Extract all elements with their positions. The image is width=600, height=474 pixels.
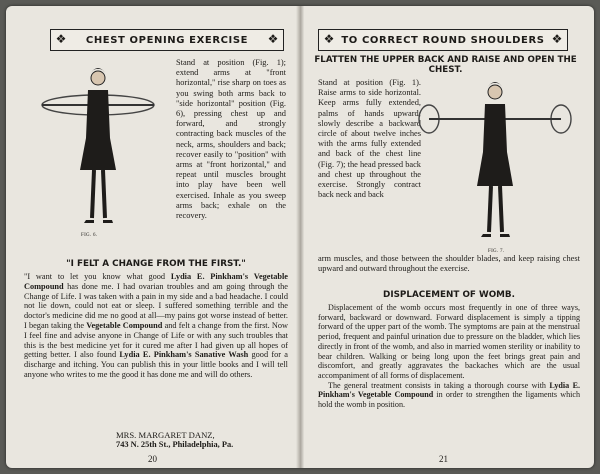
right-exercise-text <box>318 78 421 200</box>
left-page-number: 20 <box>148 454 157 464</box>
booklet-spread <box>6 6 594 468</box>
left-page-title: CHEST OPENING EXERCISE <box>85 34 249 46</box>
right-exercise-continued-paragraph: arm muscles, and those between the shoulder blades, and keep raising chest upward and outward throughout the exercise. <box>318 254 580 273</box>
testimonial-part-b: has done me. I had ovarian troubles and am going through the Change of Life. I was taken with a pain in my side and a bad headache. I could not lie down, could not eat or sleep. I suffered something terrible and the doctor's medicine did me no good at all—my pains got worse instead of better. I began taking the <box>24 281 288 330</box>
testimonial-part-c: and felt a change from the first. Now I feel fine and advise anyone in Change of Life or with any such troubles that this is the best medicine yet for it cured me after I had given up all hopes of getting better. I also found <box>24 320 289 360</box>
section-text <box>318 303 580 410</box>
left-page <box>6 6 298 468</box>
testimonial-heading: "I FELT A CHANGE FROM THE FIRST." <box>66 259 246 269</box>
testimonial-part-a: "I want to let you know what good <box>24 272 171 281</box>
right-exercise-continued <box>318 254 580 274</box>
section-p2-b: in order to strengthen the ligaments which hold the womb in position. <box>318 390 581 410</box>
section-paragraph-1: Displacement of the womb occurs most frequently in one of three ways, forward, backward or downward. Forward displacement is simply a tipping forward of the upper part of the womb. The symptoms are pain at the menstrual period, frequent and painful urination due to pressure on the bladder, which lies directly in front of the womb, and also in married women sterility or inability to bear children. Walking or being long upon the feet brings great pain and discomfort, and greatly aggravates the backaches which are the usual accompaniment of all forms of displacement. <box>318 303 580 380</box>
testimonial-text <box>24 272 288 380</box>
right-page-number: 21 <box>439 454 448 464</box>
testimonial-part-d: good for a discharge and itching. You can publish this in your little books and I will tell anyone who writes to me the good it has done me and will do others. <box>24 350 288 379</box>
brand-name: Lydia E. Pinkham's Vegetable Compound <box>318 380 581 400</box>
ornament-icon: ❖ <box>551 32 563 46</box>
right-subheading: FLATTEN THE UPPER BACK AND RAISE AND OPEN THE CHEST. <box>314 55 577 75</box>
left-exercise-text <box>176 58 286 221</box>
testimonial-paragraph <box>24 272 288 380</box>
section-paragraph-2 <box>318 381 580 410</box>
left-exercise-paragraph: Stand at position (Fig. 1); extend arms at "front horizontal," rise sharp on toes as you swing both arms back to "side horizontal" position (Fig. 6), pressing chest up and forward, and strongly contracting back muscles of the neck, arms, shoulders and back; recover easily to "position" with arms at "front horizontal," and repeat until muscles brought into play have been well exercised. Inhale as you sweep arms back; exhale on the recovery. <box>176 58 286 221</box>
brand-name: Lydia E. Pinkham's Sanative Wash <box>119 350 249 360</box>
right-page-header <box>318 29 568 51</box>
ornament-icon: ❖ <box>267 32 279 46</box>
exercise-figure-6 <box>26 58 166 228</box>
ornament-icon: ❖ <box>55 32 67 46</box>
right-page <box>303 6 594 468</box>
ornament-icon: ❖ <box>323 32 335 46</box>
right-page-title: TO CORRECT ROUND SHOULDERS <box>341 34 545 46</box>
exercise-figure-7 <box>415 74 575 244</box>
left-page-header <box>50 29 284 51</box>
section-heading: DISPLACEMENT OF WOMB. <box>383 290 515 300</box>
section-p2-a: The general treatment consists in taking a thorough course with <box>328 380 550 390</box>
right-exercise-paragraph: Stand at position (Fig. 1). Raise arms to side horizontal. Keep arms fully extended, palms of hands upward; slowly describe a backward circle of about twelve inches with the arms fully extended and back of the chest line (Fig. 7); the head pressed back and chest up throughout the exercise. Strongly contract back neck and back <box>318 78 421 200</box>
brand-name: Vegetable Compound <box>86 320 163 330</box>
signature-address: 743 N. 25th St., Philadelphia, Pa. <box>116 440 234 449</box>
brand-name: Lydia E. Pinkham's Vegetable Compound <box>24 272 288 291</box>
signature-name: MRS. MARGARET DANZ, <box>116 430 215 440</box>
figure-7-label: FIG. 7. <box>488 249 505 254</box>
figure-6-label: FIG. 6. <box>81 233 98 238</box>
